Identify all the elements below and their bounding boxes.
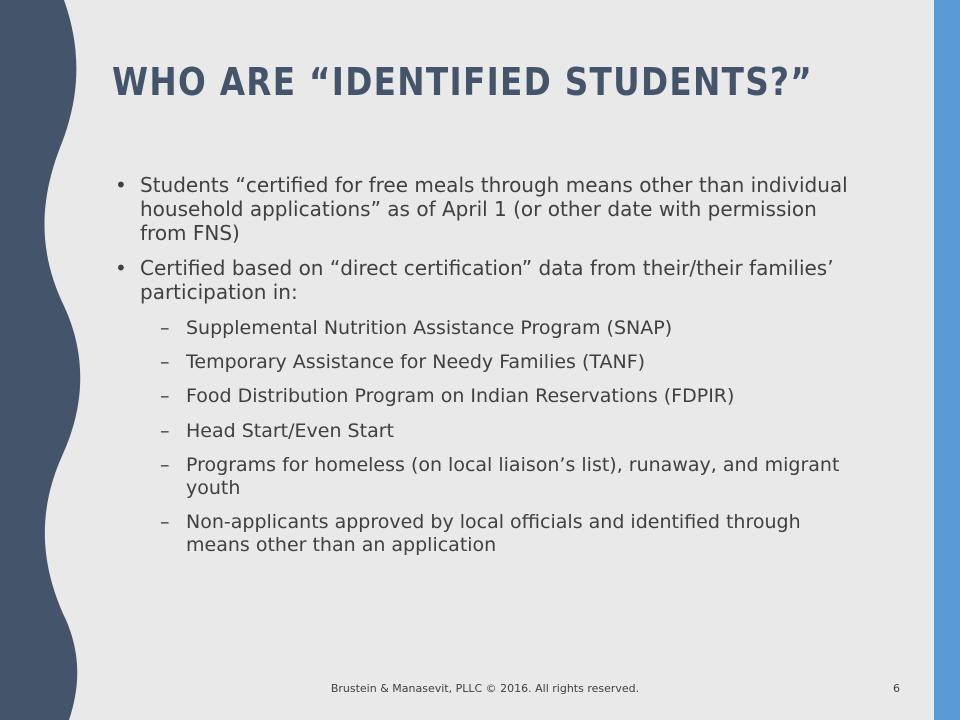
bullet-item-direct-certification [112, 256, 867, 557]
sub-item-text: Head Start/Even Start [186, 419, 394, 442]
sub-item-text: Programs for homeless (on local liaison’s list), runaway, and migrant youth [186, 453, 840, 499]
program-sublist [140, 317, 867, 557]
bullet-list [112, 173, 867, 557]
sub-item-homeless-programs [140, 454, 867, 500]
bullet-marker: • [115, 173, 127, 197]
dash-marker: – [160, 317, 170, 339]
bullet-item-free-meals [112, 173, 867, 245]
slide-content [112, 173, 867, 568]
dash-marker: – [160, 511, 170, 534]
slide-title: WHO ARE “IDENTIFIED STUDENTS?” [112, 60, 814, 104]
sub-item-text: Temporary Assistance for Needy Families (TANF) [186, 351, 646, 374]
sub-item-head-start [140, 420, 867, 443]
right-accent-bar [934, 0, 960, 720]
slide-number: 6 [893, 682, 900, 695]
sub-item-text: Supplemental Nutrition Assistance Program (SNAP) [186, 317, 673, 339]
dash-marker: – [160, 385, 170, 408]
bullet-text: Students “certified for free meals through means other than individual household applications” as of April 1 (or other date with permission from FNS) [140, 173, 848, 245]
dash-marker: – [160, 419, 170, 442]
sub-item-tanf [140, 351, 867, 374]
bullet-marker: • [115, 256, 127, 280]
dash-marker: – [160, 351, 170, 374]
slide-footer: Brustein & Manasevit, PLLC © 2016. All rights reserved. [330, 682, 640, 695]
bullet-text: Certified based on “direct certification” data from their/their families’ participation in: [140, 256, 834, 304]
sub-item-snap [140, 317, 867, 340]
dash-marker: – [160, 453, 170, 476]
wavy-left-band [0, 0, 90, 720]
sub-item-text: Food Distribution Program on Indian Reservations (FDPIR) [186, 385, 735, 408]
sub-item-fdpir [140, 385, 867, 408]
sub-item-text: Non-applicants approved by local officials and identified through means other than an application [186, 511, 801, 557]
wave-shape [0, 0, 80, 720]
sub-item-non-applicants [140, 511, 867, 557]
